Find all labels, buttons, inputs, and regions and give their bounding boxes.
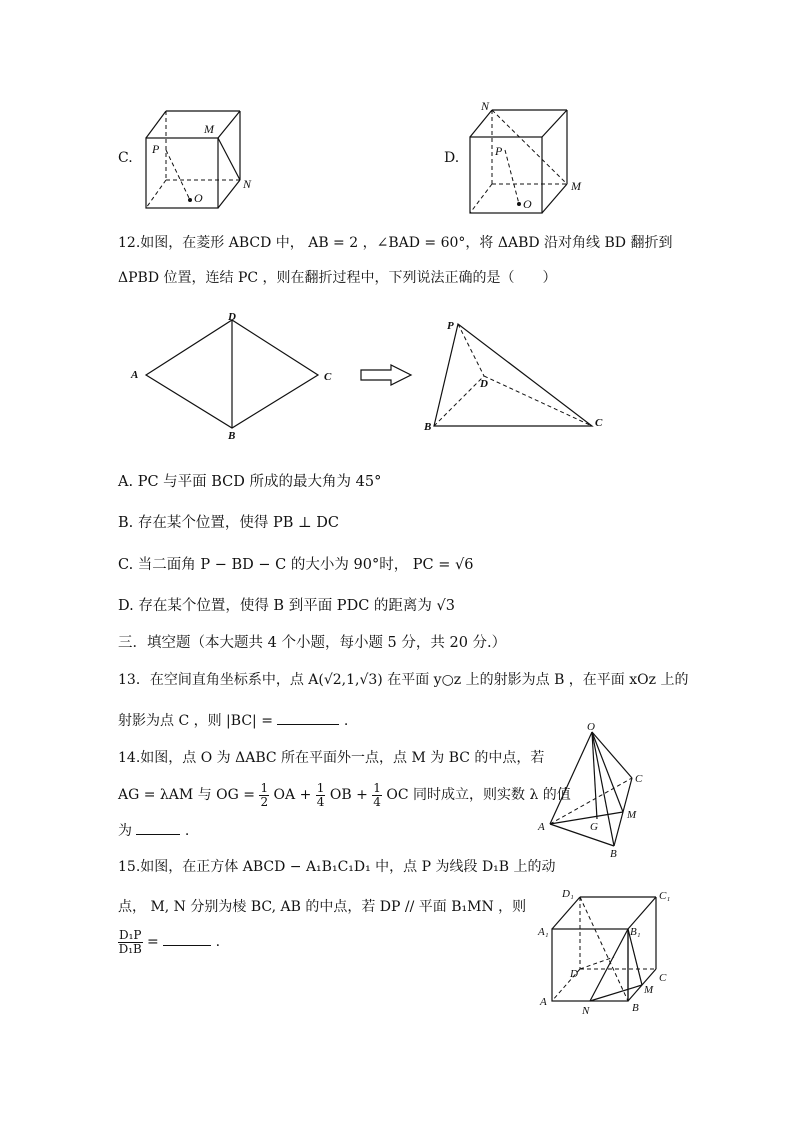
label-p: P: [495, 144, 503, 158]
frac-num: D₁P: [119, 927, 142, 942]
q14-term: OA +: [273, 787, 312, 803]
label-d: D: [228, 311, 236, 323]
q13-answer-blank[interactable]: [277, 710, 339, 725]
q14-term: OC 同时成立，则实数 λ 的值: [386, 787, 571, 803]
q14-term: OB +: [329, 787, 368, 803]
q12-line2: ΔPBD 位置，连结 PC ，则在翻折过程中，下列说法正确的是（ ）: [118, 270, 557, 286]
q15-eq: =: [146, 934, 159, 950]
label-b: B: [632, 1002, 639, 1014]
label-n: N: [243, 177, 252, 191]
label-o: O: [194, 191, 203, 205]
q15-line3: [118, 928, 220, 956]
label-n: N: [582, 1005, 590, 1017]
label-b: B: [228, 430, 236, 442]
q12-option-c: C. 当二面角 P − BD − C 的大小为 90°时， PC = √6: [118, 557, 474, 573]
label-o: O: [587, 721, 595, 733]
transform-arrow-icon: [361, 365, 411, 385]
cube-figure-c: [138, 108, 258, 218]
frac-den: D₁B: [118, 941, 142, 956]
label-a: A: [131, 369, 139, 381]
label-c: C: [659, 972, 667, 984]
label-a1: A₁: [538, 926, 549, 938]
q14-line3: [118, 820, 189, 841]
q14-end: .: [184, 823, 190, 839]
q12-option-a: A. PC 与平面 BCD 所成的最大角为 45°: [118, 474, 382, 490]
label-c: C: [595, 417, 603, 429]
q15-end: .: [215, 934, 221, 950]
q14-text: 为: [118, 823, 132, 839]
label-m: M: [571, 179, 581, 193]
cube-figure-q15: [534, 885, 694, 1020]
label-m: M: [644, 984, 654, 996]
q13-text: 射影为点 C ，则 |BC| =: [118, 713, 273, 729]
q15-answer-blank[interactable]: [163, 931, 211, 946]
frac-num: 1: [316, 780, 325, 795]
tetrahedron-figure: [534, 718, 654, 858]
q15-line2: 点， M, N 分别为棱 BC, AB 的中点，若 DP // 平面 B₁MN ，则: [118, 899, 527, 915]
q12-option-b: B. 存在某个位置，使得 PB ⊥ DC: [118, 515, 339, 531]
label-o: O: [523, 197, 532, 211]
label-n: N: [481, 99, 490, 113]
q15-line1: 15.如图，在正方体 ABCD − A₁B₁C₁D₁ 中，点 P 为线段 D₁B 上的动: [118, 859, 556, 875]
q13-line1: 13．在空间直角坐标系中，点 A(√2,1,√3) 在平面 y○z 上的射影为点 B ，在平面 xOz 上的: [118, 672, 689, 688]
label-d: D: [480, 378, 488, 390]
q13-line2: [118, 710, 348, 731]
option-c-label: C.: [118, 150, 133, 166]
frac-den: 2: [260, 794, 269, 809]
label-a: A: [538, 821, 545, 833]
frac-num: 1: [260, 780, 269, 795]
q14-line2: [118, 781, 571, 809]
label-b1: B₁: [630, 926, 641, 938]
option-d-label: D.: [444, 150, 460, 166]
label-b: B: [424, 421, 432, 433]
frac-den: 4: [316, 794, 325, 809]
label-c: C: [635, 773, 643, 785]
label-d1: D₁: [562, 888, 574, 900]
label-a: A: [540, 996, 547, 1008]
section-heading: 三．填空题（本大题共 4 个小题，每小题 5 分，共 20 分.）: [118, 635, 507, 651]
label-c1: C₁: [659, 890, 671, 902]
q14-line1: 14.如图，点 O 为 ΔABC 所在平面外一点，点 M 为 BC 的中点，若: [118, 750, 545, 766]
q13-end: .: [343, 713, 349, 729]
q14-text: AG = λAM 与 OG =: [118, 787, 255, 803]
label-p: P: [447, 320, 454, 332]
label-b: B: [610, 848, 617, 860]
frac-den: 4: [373, 794, 381, 809]
folded-pyramid-figure: [422, 312, 612, 436]
label-d: D: [570, 968, 578, 980]
rhombus-figure: [128, 308, 428, 448]
label-p: P: [152, 142, 160, 156]
cube-figure-d: [465, 100, 585, 220]
label-m: M: [204, 122, 214, 136]
q14-answer-blank[interactable]: [136, 820, 180, 835]
label-m: M: [627, 809, 637, 821]
q12-line1: 12.如图，在菱形 ABCD 中， AB = 2 ，∠BAD = 60°，将 ΔABD 沿对角线 BD 翻折到: [118, 235, 673, 251]
q12-option-d: D. 存在某个位置，使得 B 到平面 PDC 的距离为 √3: [118, 598, 455, 614]
label-g: G: [590, 821, 598, 833]
label-c: C: [324, 371, 332, 383]
frac-num: 1: [373, 780, 381, 795]
